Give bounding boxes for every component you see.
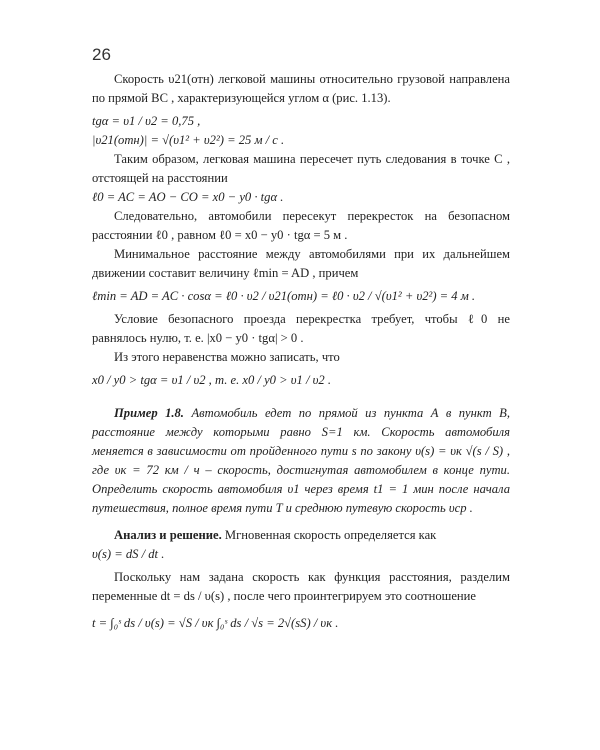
formula: υ(s) = dS / dt . (92, 547, 165, 561)
analysis-text: Мгновенная скорость определяется как (224, 528, 437, 542)
example-paragraph (92, 404, 510, 518)
analysis-label: Анализ и решение. (114, 528, 222, 542)
formula: ℓmin = AD = AC · cosα = ℓ0 · υ2 / υ21(отн) = ℓ0 · υ2 / √(υ1² + υ2²) = 4 м . (92, 289, 476, 303)
analysis-paragraph (92, 526, 510, 545)
formula: x0 / y0 > tgα = υ1 / υ2 , т. е. x0 / y0 > υ1 / υ2 . (92, 373, 332, 387)
paragraph: Скорость υ21(отн) легковой машины относительно грузовой направлена по прямой BC , характеризующейся углом α (рис. 1.13). (92, 72, 510, 105)
example-text: Автомобиль едет по прямой из пункта А в пункт В, расстояние между которыми равно S=1 км. Скорость автомобиля меняется в зависимости от пройденного пути s по закону υ(s) = υк √(s / S) , где υк = 72 км / ч – скорость, достигнутая автомобилем в конце пути. Определить скорость автомобиля υ1 через время t1 = 1 мин после начала путешествия, полное время пути T и среднюю путевую скорость υср . (92, 406, 511, 515)
paragraph: Условие безопасного проезда перекрестка требует, чтобы ℓ0 не равнялось нулю, т. е. |x0 − y0 · tgα| > 0 . (92, 312, 510, 345)
formula: ℓ0 = AC = AO − CO = x0 − y0 · tgα . (92, 190, 284, 204)
paragraph: Поскольку нам задана скорость как функция расстояния, разделим переменные dt = ds / υ(s) , после чего проинтегрируем это соотношение (92, 570, 510, 603)
paragraph: Следовательно, автомобили пересекут перекресток на безопасном расстоянии ℓ0 , равном ℓ0 = x0 − y0 · tgα = 5 м . (92, 209, 510, 242)
page-number: 26 (92, 45, 111, 64)
paragraph: Минимальное расстояние между автомобилями при их дальнейшем движении составит величину ℓmin = AD , причем (92, 247, 510, 280)
formula: |υ21(отн)| = √(υ1² + υ2²) = 25 м / с . (92, 133, 285, 147)
page-body (92, 70, 510, 633)
paragraph: Таким образом, легковая машина пересечет путь следования в точке C , отстоящей на расстоянии (92, 152, 510, 185)
paragraph: Из этого неравенства можно записать, что (114, 350, 340, 364)
example-label: Пример 1.8. (114, 406, 184, 420)
formula: tgα = υ1 / υ2 = 0,75 , (92, 114, 201, 128)
formula: t = ∫₀ˢ ds / υ(s) = √S / υк ∫₀ˢ ds / √s = 2√(sS) / υк . (92, 616, 339, 630)
